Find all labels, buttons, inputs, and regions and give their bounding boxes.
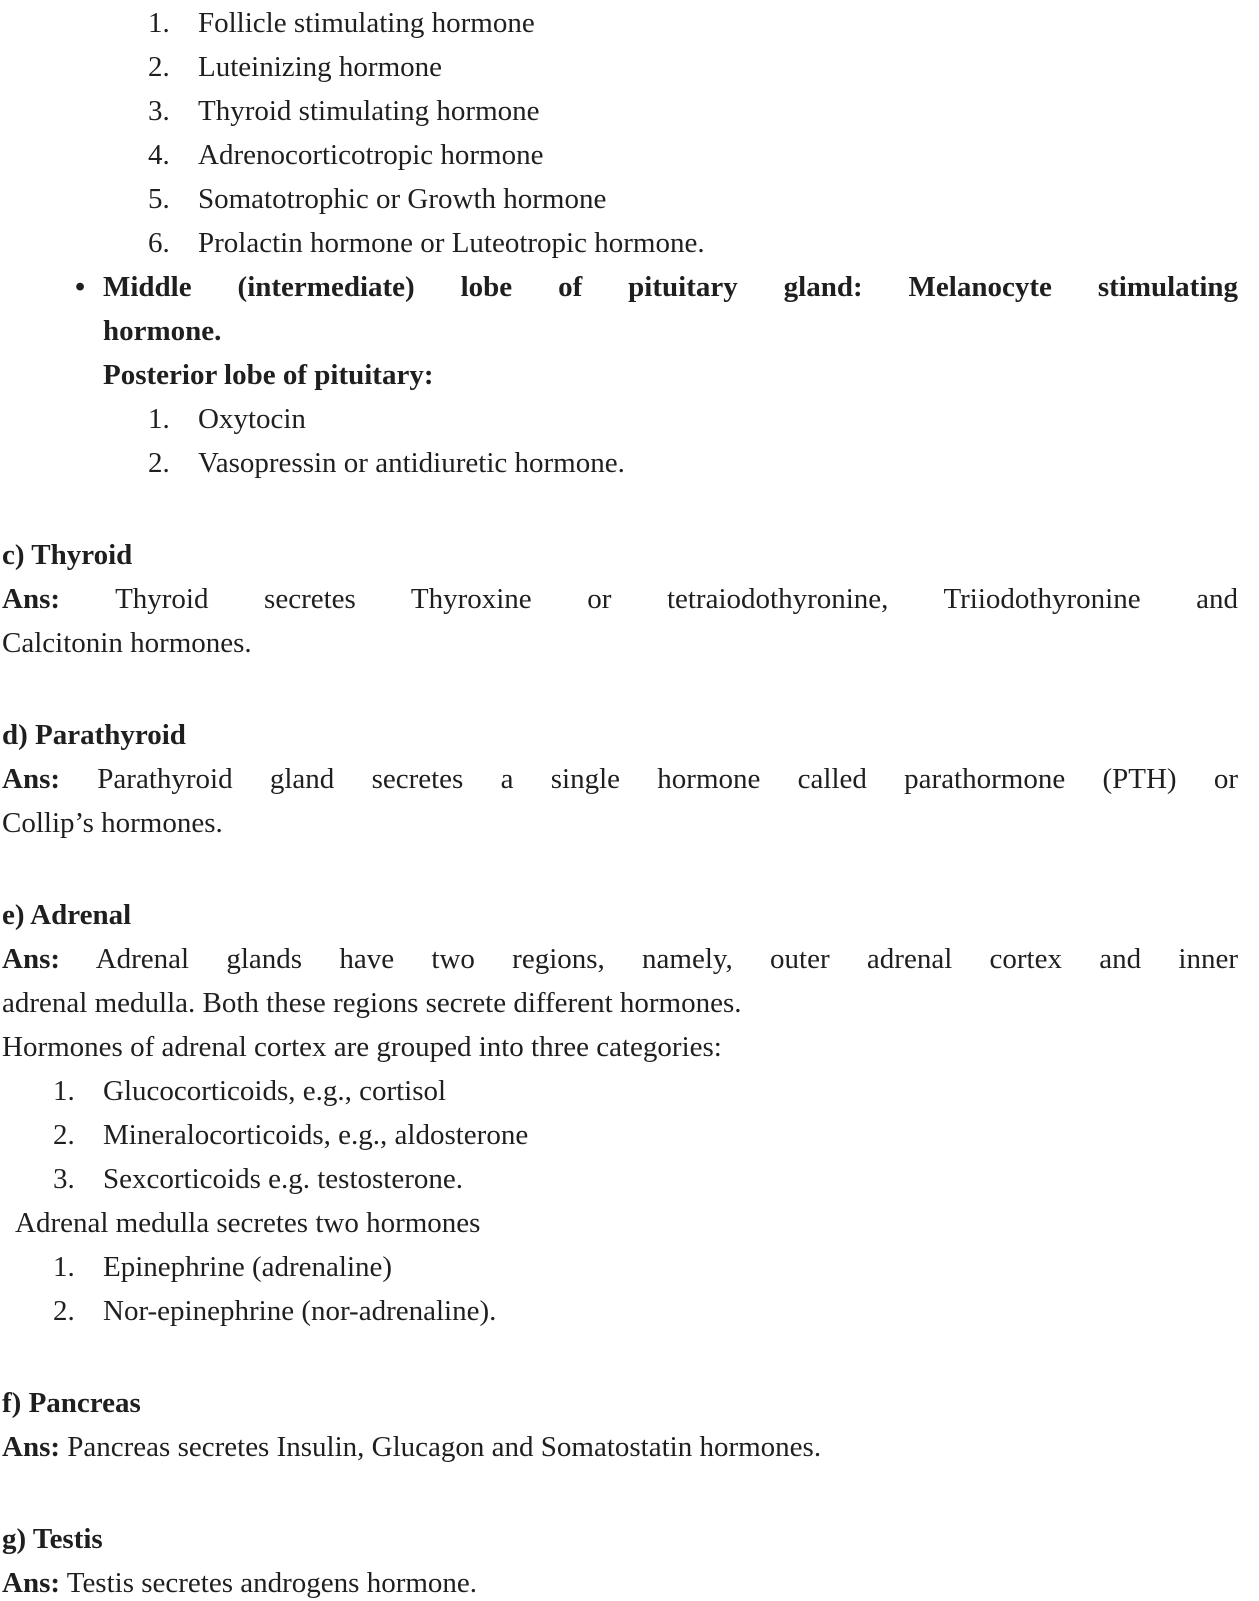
anterior-pituitary-hormone-list — [2, 1, 1238, 265]
list-item — [53, 1069, 1238, 1113]
ans-label: Ans: — [2, 763, 61, 795]
list-item-text: Thyroid stimulating hormone — [198, 95, 540, 127]
list-item-text: Mineralocorticoids, e.g., aldosterone — [103, 1119, 529, 1151]
list-item — [148, 45, 1238, 89]
middle-lobe-line-1: Middle (intermediate) lobe of pituitary gland: Melanocyte stimulating — [103, 271, 1238, 303]
bullet-marker: • — [75, 271, 86, 303]
ans-label: Ans: — [2, 583, 61, 615]
answer-line — [2, 1561, 1238, 1601]
section-testis — [2, 1517, 1238, 1601]
section-heading: c) Thyroid — [2, 539, 133, 571]
list-item-number: 3. — [148, 95, 170, 127]
list-item-text: Follicle stimulating hormone — [198, 7, 535, 39]
list-item-text: Prolactin hormone or Luteotropic hormone. — [198, 227, 705, 259]
medulla-intro-line: Adrenal medulla secretes two hormones — [15, 1207, 481, 1239]
ans-label: Ans: — [2, 943, 61, 975]
posterior-pituitary-hormone-list — [2, 397, 1238, 485]
answer-text: Thyroid secretes Thyroxine or tetraiodothyronine, Triiodothyronine and — [115, 583, 1238, 615]
list-item-number: 1. — [53, 1075, 75, 1107]
list-item-text: Epinephrine (adrenaline) — [103, 1251, 393, 1283]
list-item-number: 1. — [148, 7, 170, 39]
list-item-number: 1. — [53, 1251, 75, 1283]
answer-line: adrenal medulla. Both these regions secrete different hormones. — [2, 987, 742, 1019]
list-item-number: 4. — [148, 139, 170, 171]
answer-line: Collip’s hormones. — [2, 807, 223, 839]
section-pancreas — [2, 1381, 1238, 1469]
answer-text: Testis secretes androgens hormone. — [66, 1567, 478, 1599]
list-item-text: Luteinizing hormone — [198, 51, 443, 83]
list-item — [148, 221, 1238, 265]
list-item-number: 2. — [148, 51, 170, 83]
list-item-number: 2. — [53, 1119, 75, 1151]
list-item-text: Adrenocorticotropic hormone — [198, 139, 544, 171]
list-item-number: 6. — [148, 227, 170, 259]
section-heading: e) Adrenal — [2, 899, 132, 931]
middle-lobe-line-2: hormone. — [103, 315, 222, 347]
list-item — [53, 1289, 1238, 1333]
cortex-intro-line: Hormones of adrenal cortex are grouped into three categories: — [2, 1031, 722, 1063]
list-item-number: 3. — [53, 1163, 75, 1195]
list-item-text: Vasopressin or antidiuretic hormone. — [198, 447, 625, 479]
answer-line — [2, 1425, 1238, 1469]
section-heading: d) Parathyroid — [2, 719, 186, 751]
posterior-lobe-heading: Posterior lobe of pituitary: — [103, 359, 434, 391]
list-item — [53, 1113, 1238, 1157]
section-parathyroid — [2, 713, 1238, 845]
list-item — [148, 397, 1238, 441]
answer-line — [2, 757, 1238, 801]
section-thyroid — [2, 533, 1238, 665]
answer-line: Calcitonin hormones. — [2, 627, 252, 659]
list-item — [148, 1, 1238, 45]
list-item — [148, 89, 1238, 133]
list-item-text: Somatotrophic or Growth hormone — [198, 183, 607, 215]
section-heading: f) Pancreas — [2, 1387, 141, 1419]
section-adrenal — [2, 893, 1238, 1333]
answer-line — [2, 577, 1238, 621]
answer-line — [2, 937, 1238, 981]
list-item-text: Oxytocin — [198, 403, 306, 435]
list-item — [148, 177, 1238, 221]
list-item — [148, 441, 1238, 485]
middle-lobe-paragraph — [2, 265, 1238, 353]
list-item-number: 5. — [148, 183, 170, 215]
adrenal-cortex-hormone-list — [2, 1069, 1238, 1201]
list-item-number: 2. — [53, 1295, 75, 1327]
list-item-number: 2. — [148, 447, 170, 479]
section-heading: g) Testis — [2, 1523, 103, 1555]
list-item — [53, 1157, 1238, 1201]
adrenal-medulla-hormone-list — [2, 1245, 1238, 1333]
answer-text: Pancreas secretes Insulin, Glucagon and Somatostatin hormones. — [67, 1431, 822, 1463]
ans-label: Ans: — [2, 1431, 61, 1463]
list-item-text: Sexcorticoids e.g. testosterone. — [103, 1163, 463, 1195]
answer-text: Adrenal glands have two regions, namely, outer adrenal cortex and inner — [95, 943, 1238, 975]
list-item-number: 1. — [148, 403, 170, 435]
list-item-text: Glucocorticoids, e.g., cortisol — [103, 1075, 447, 1107]
answer-text: Parathyroid gland secretes a single hormone called parathormone (PTH) or — [97, 763, 1239, 795]
list-item-text: Nor-epinephrine (nor-adrenaline). — [103, 1295, 497, 1327]
ans-label: Ans: — [2, 1567, 61, 1599]
list-item — [148, 133, 1238, 177]
list-item — [53, 1245, 1238, 1289]
